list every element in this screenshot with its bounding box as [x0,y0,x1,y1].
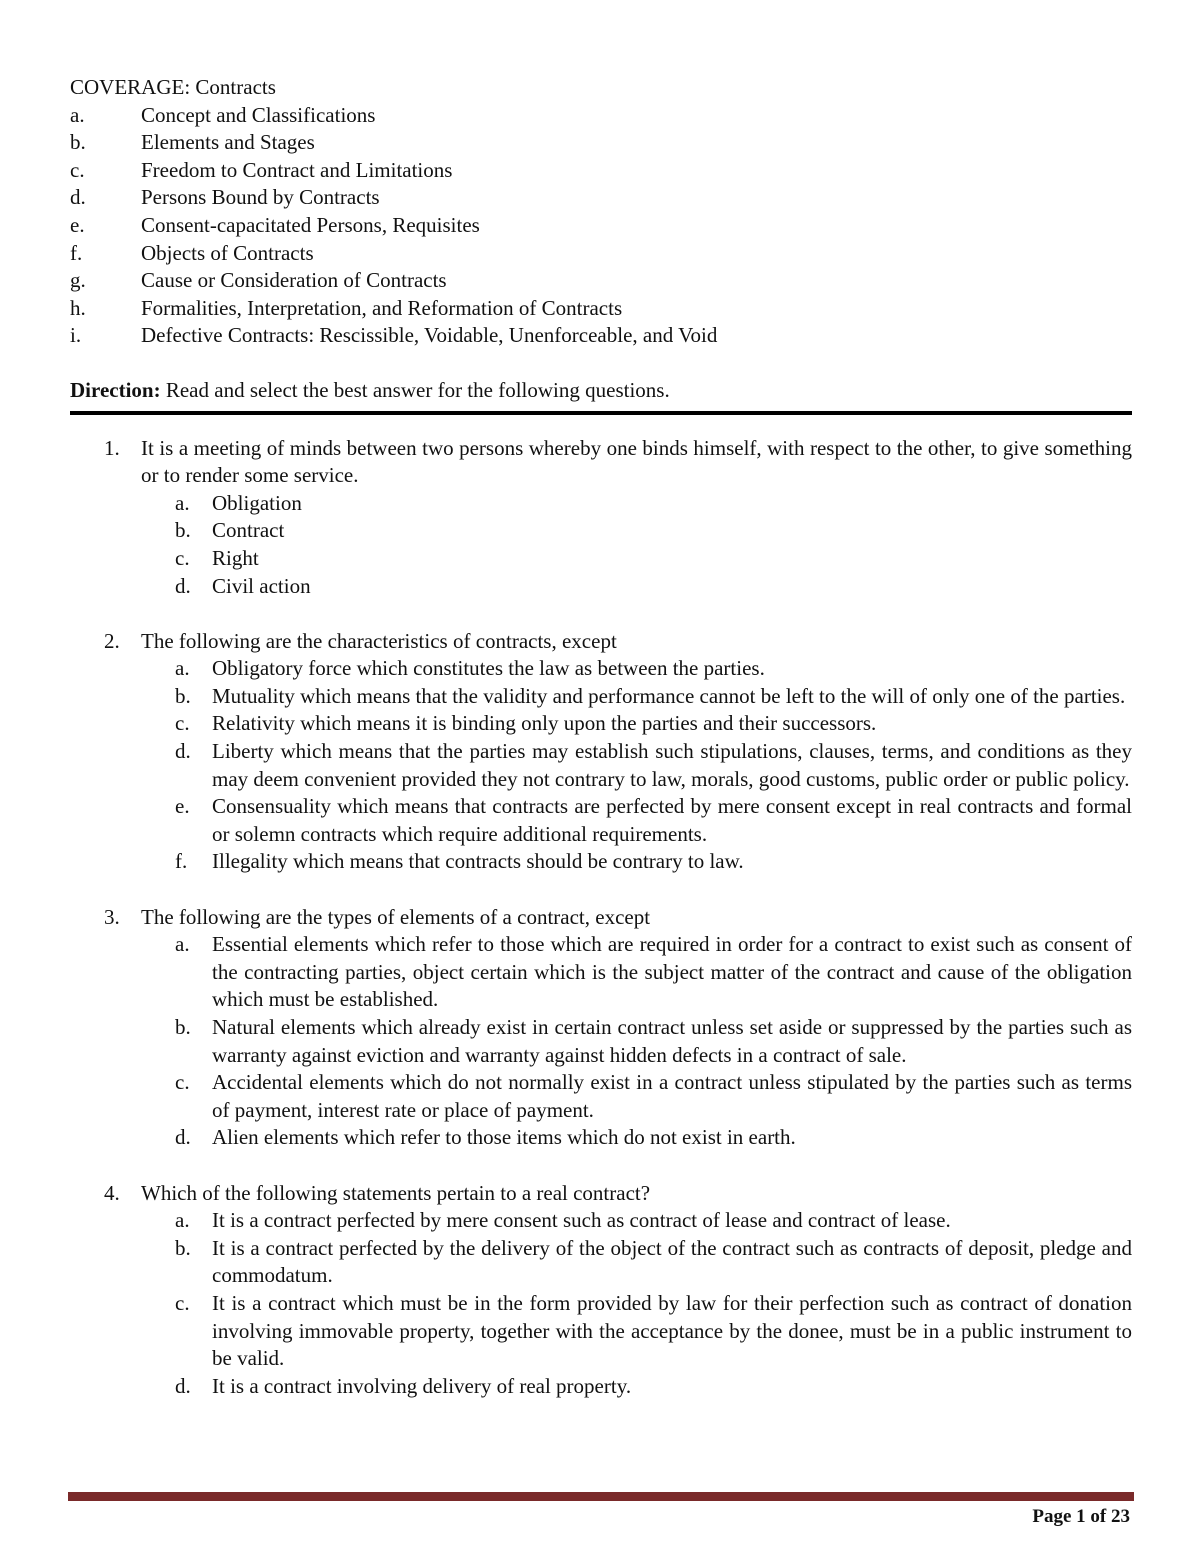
option-letter: b. [175,518,191,543]
option-letter: a. [175,932,190,957]
answer-option[interactable] [141,517,1132,545]
option-text: It is a contract perfected by mere consent such as contract of lease and contract of lease. [212,1208,951,1233]
option-text: Essential elements which refer to those which are required in order for a contract to exist such as consent of the contracting parties, object certain which is the subject matter of the contract and cause of the obligation which must be established. [212,932,1132,1012]
option-letter: b. [175,683,191,708]
option-text: It is a contract involving delivery of real property. [212,1373,632,1398]
question-3 [70,904,1132,1152]
coverage-item-letter: d. [70,185,86,210]
option-text: Accidental elements which do not normally exist in a contract unless stipulated by the parties such as terms of payment, interest rate or place of payment. [212,1070,1132,1122]
coverage-item [70,102,1132,130]
option-text: It is a contract perfected by the delivery of the object of the contract such as contracts of deposit, pledge and commodatum. [212,1235,1132,1288]
question-2 [70,628,1132,876]
page-number: Page 1 of 23 [1032,1506,1130,1527]
coverage-item-text: Formalities, Interpretation, and Reformation of Contracts [141,295,623,320]
question-text: Which of the following statements pertain to a real contract? [141,1180,651,1205]
answer-option[interactable] [141,931,1132,1014]
option-letter: d. [175,739,191,764]
direction-label: Direction: [70,377,161,402]
coverage-item-letter: g. [70,268,86,293]
coverage-item-letter: h. [70,295,86,320]
document-page [70,74,1132,1428]
option-letter: c. [175,1290,190,1315]
coverage-item-letter: f. [70,240,83,265]
answer-option[interactable] [141,1014,1132,1069]
coverage-item-text: Objects of Contracts [141,240,314,265]
option-letter: c. [175,1070,190,1095]
coverage-item [70,240,1132,268]
coverage-item [70,212,1132,240]
answer-option[interactable] [141,1069,1132,1124]
answer-option[interactable] [141,655,1132,683]
answer-options [141,931,1132,1152]
option-letter: d. [175,573,191,598]
question-number: 2. [104,628,120,653]
answer-option[interactable] [141,1124,1132,1152]
answer-option[interactable] [141,683,1132,711]
coverage-item-letter: e. [70,212,85,237]
answer-options [141,1207,1132,1400]
question-text: The following are the characteristics of contracts, except [141,628,617,653]
coverage-item-text: Concept and Classifications [141,102,376,127]
coverage-item [70,322,1132,350]
coverage-item [70,295,1132,323]
option-letter: b. [175,1015,191,1039]
question-list [70,435,1132,1401]
coverage-item-letter: c. [70,157,85,182]
option-letter: e. [175,794,190,819]
answer-options [141,490,1132,600]
coverage-title: COVERAGE: Contracts [70,75,276,99]
option-text: Obligation [212,490,302,515]
coverage-item [70,184,1132,212]
direction-line [70,377,1132,415]
option-text: Relativity which means it is binding only upon the parties and their successors. [212,711,877,736]
coverage-list [70,102,1132,350]
option-text: Mutuality which means that the validity and performance cannot be left to the will of only one of the parties. [212,683,1126,708]
coverage-item-text: Cause or Consideration of Contracts [141,268,447,293]
option-text: Right [212,545,259,570]
option-letter: c. [175,545,190,570]
coverage-item-text: Elements and Stages [141,130,315,155]
coverage-item-letter: i. [70,323,82,348]
question-4 [70,1180,1132,1401]
footer-divider [68,1492,1134,1501]
answer-option[interactable] [141,738,1132,793]
option-letter: a. [175,490,190,515]
option-letter: d. [175,1373,191,1398]
question-number: 1. [104,435,120,460]
option-text: Alien elements which refer to those items which do not exist in earth. [212,1125,796,1150]
option-text: Natural elements which already exist in certain contract unless set aside or suppressed by the parties such as warranty against eviction and warranty against hidden defects in a contract of sale. [212,1015,1132,1067]
option-text: Obligatory force which constitutes the law as between the parties. [212,656,765,681]
answer-options [141,655,1132,876]
coverage-item [70,129,1132,157]
coverage-item [70,157,1132,185]
option-letter: f. [175,849,188,874]
coverage-item-text: Defective Contracts: Rescissible, Voidable, Unenforceable, and Void [141,323,718,348]
answer-option[interactable] [141,545,1132,573]
answer-option[interactable] [141,793,1132,848]
coverage-item-letter: b. [70,130,86,155]
option-letter: a. [175,656,190,681]
answer-option[interactable] [141,490,1132,518]
answer-option[interactable] [141,848,1132,876]
direction-text: Read and select the best answer for the following questions. [160,377,670,402]
answer-option[interactable] [141,573,1132,601]
question-text: The following are the types of elements of a contract, except [141,904,651,929]
option-letter: c. [175,711,190,736]
coverage-item-letter: a. [70,102,85,127]
answer-option[interactable] [141,1207,1132,1235]
answer-option[interactable] [141,1290,1132,1373]
coverage-item-text: Consent-capacitated Persons, Requisites [141,212,480,237]
question-number: 4. [104,1180,120,1205]
question-1 [70,435,1132,601]
option-text: Civil action [212,573,311,598]
coverage-item [70,267,1132,295]
answer-option[interactable] [141,710,1132,738]
option-text: Liberty which means that the parties may establish such stipulations, clauses, terms, and conditions as they may deem convenient provided they not contrary to law, morals, good customs, public order or public policy. [212,739,1132,791]
option-text: Contract [212,518,285,543]
option-letter: b. [175,1235,191,1260]
question-number: 3. [104,904,120,929]
coverage-item-text: Persons Bound by Contracts [141,185,380,210]
answer-option[interactable] [141,1235,1132,1290]
question-text: It is a meeting of minds between two persons whereby one binds himself, with respect to the other, to give something or to render some service. [141,435,1132,488]
option-text: It is a contract which must be in the form provided by law for their perfection such as contract of donation involving immovable property, together with the acceptance by the donee, must be in a public instrument to be valid. [212,1290,1132,1371]
option-text: Consensuality which means that contracts are perfected by mere consent except in real contracts and formal or solemn contracts which require additional requirements. [212,794,1132,846]
answer-option[interactable] [141,1373,1132,1401]
coverage-item-text: Freedom to Contract and Limitations [141,157,453,182]
option-letter: a. [175,1208,190,1233]
option-letter: d. [175,1125,191,1150]
option-text: Illegality which means that contracts should be contrary to law. [212,849,744,874]
